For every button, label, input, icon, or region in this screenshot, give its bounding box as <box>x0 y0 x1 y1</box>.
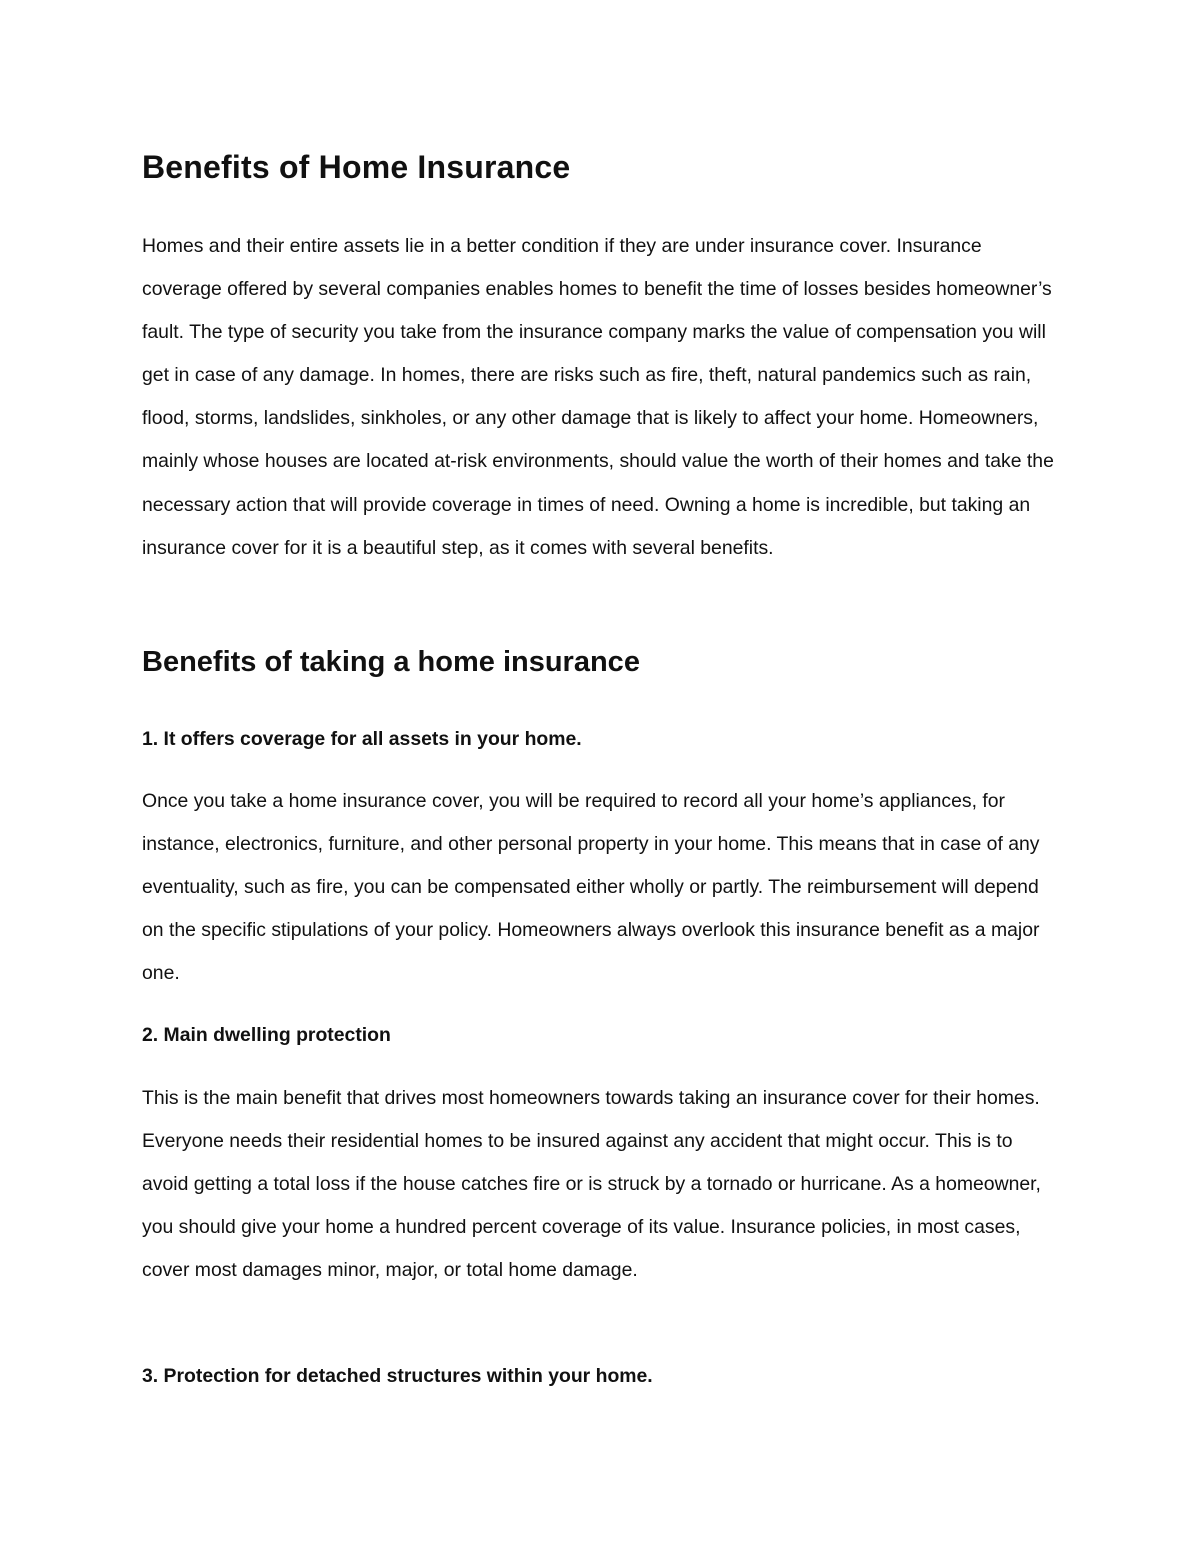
benefit-heading-3: 3. Protection for detached structures within your home. <box>142 1365 653 1387</box>
benefit-body-1: Once you take a home insurance cover, you will be required to record all your home’s appliances, for instance, electronics, furniture, and other personal property in your home. This means that in case of any eventuality, such as fire, you can be compensated either wholly or partly. The reimbursement will depend on the specific stipulations of your policy. Homeowners always overlook this insurance benefit as a major one. <box>142 790 1040 985</box>
document-title: Benefits of Home Insurance <box>142 149 571 185</box>
intro-paragraph: Homes and their entire assets lie in a better condition if they are under insurance cover. Insurance coverage offered by several companies enables homes to benefit the time of losses besides homeowner’s fault. The type of security you take from the insurance company marks the value of compensation you will get in case of any damage. In homes, there are risks such as fire, theft, natural pandemics such as rain, flood, storms, landslides, sinkholes, or any other damage that is likely to affect your home. Homeowners, mainly whose houses are located at-risk environments, should value the worth of their homes and take the necessary action that will provide coverage in times of need. Owning a home is incredible, but taking an insurance cover for it is a beautiful step, as it comes with several benefits. <box>142 235 1054 559</box>
benefit-heading-1: 1. It offers coverage for all assets in your home. <box>142 728 582 750</box>
benefit-body-2: This is the main benefit that drives most homeowners towards taking an insurance cover for their homes. Everyone needs their residential homes to be insured against any accident that might occur. This is to avoid getting a total loss if the house catches fire or is struck by a tornado or hurricane. As a homeowner, you should give your home a hundred percent coverage of its value. Insurance policies, in most cases, cover most damages minor, major, or total home damage. <box>142 1087 1041 1282</box>
benefit-heading-2: 2. Main dwelling protection <box>142 1024 391 1046</box>
section-heading: Benefits of taking a home insurance <box>142 646 640 678</box>
